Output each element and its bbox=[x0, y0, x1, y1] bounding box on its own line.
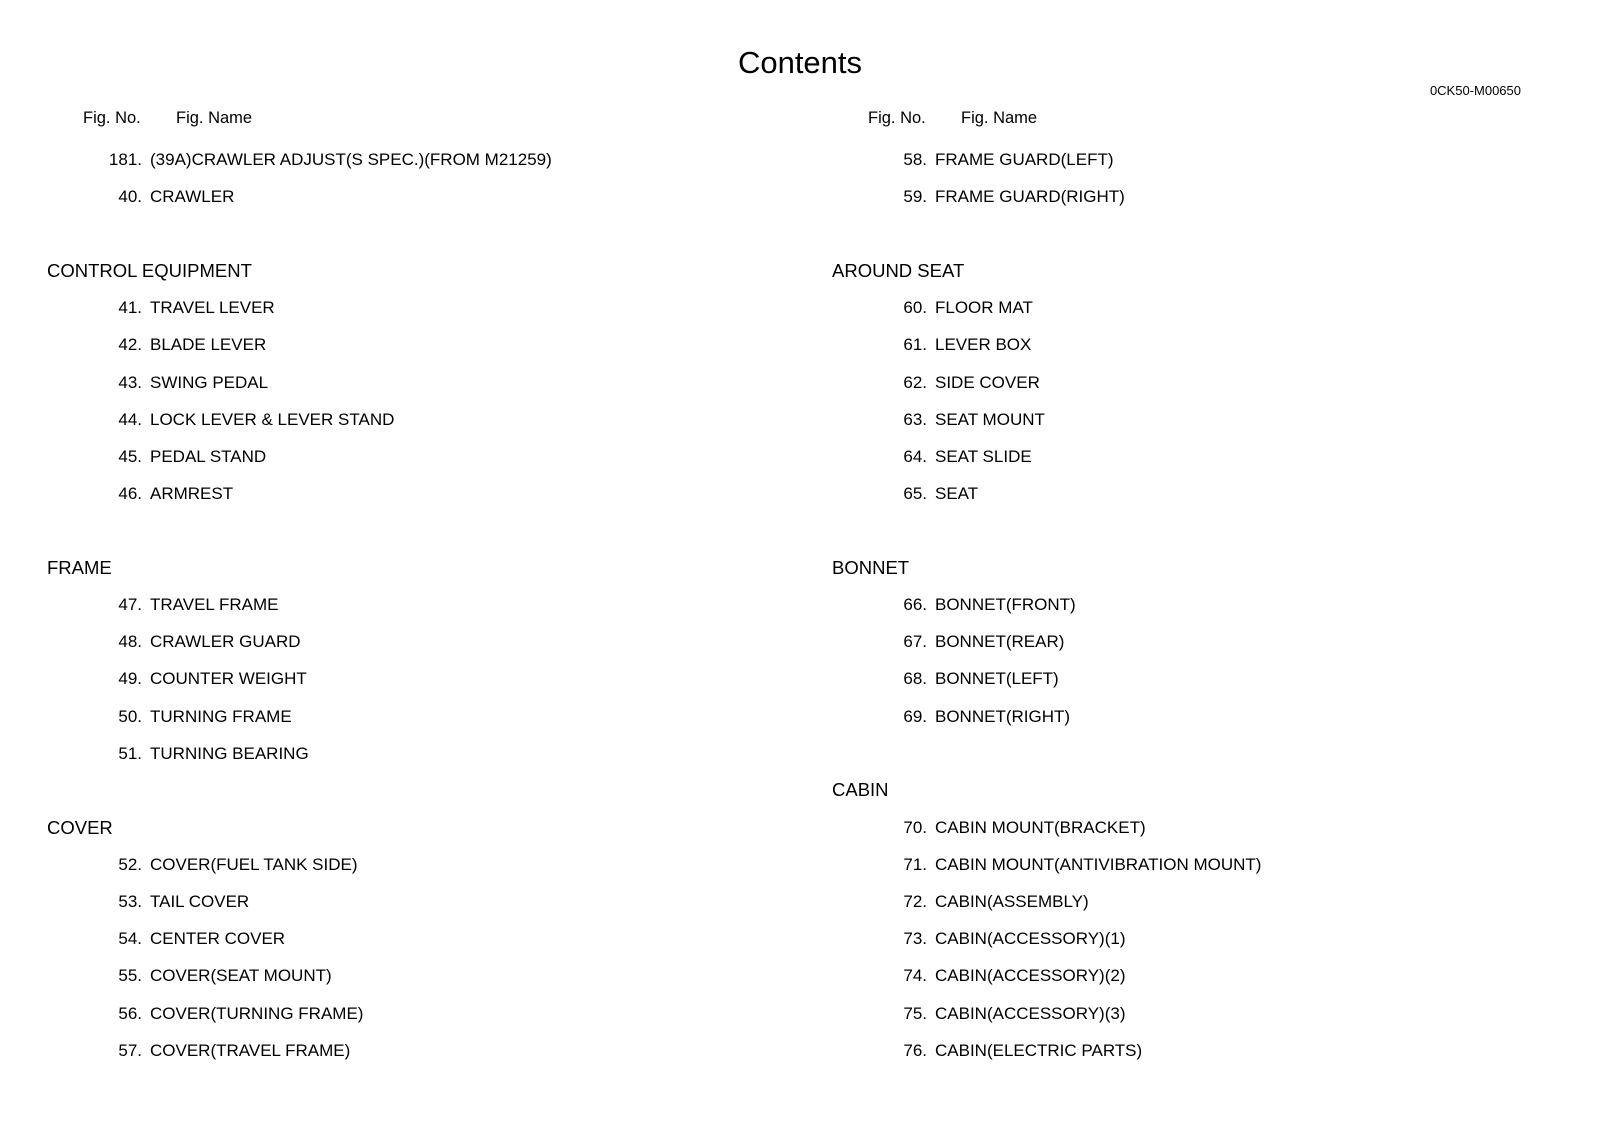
fig-number: 73. bbox=[903, 929, 927, 949]
fig-name: BLADE LEVER bbox=[150, 335, 267, 355]
fig-name: CABIN(ELECTRIC PARTS) bbox=[935, 1040, 1143, 1060]
contents-entry[interactable] bbox=[47, 475, 767, 512]
fig-number: 56. bbox=[118, 1003, 142, 1023]
contents-entry[interactable] bbox=[47, 586, 767, 623]
fig-number: 54. bbox=[118, 929, 142, 949]
fig-name: LOCK LEVER & LEVER STAND bbox=[150, 409, 395, 429]
fig-name: COVER(TRAVEL FRAME) bbox=[150, 1040, 351, 1060]
contents-entry[interactable] bbox=[832, 289, 1552, 326]
fig-name: LEVER BOX bbox=[935, 335, 1032, 355]
fig-name: FLOOR MAT bbox=[935, 298, 1033, 318]
fig-name: TRAVEL FRAME bbox=[150, 595, 279, 615]
fig-name: CABIN MOUNT(BRACKET) bbox=[935, 817, 1146, 837]
fig-name: TAIL COVER bbox=[150, 891, 250, 911]
fig-number: 40. bbox=[118, 187, 142, 207]
contents-entry[interactable] bbox=[832, 957, 1552, 994]
contents-entry[interactable] bbox=[47, 846, 767, 883]
contents-entry[interactable] bbox=[47, 326, 767, 363]
contents-entry[interactable] bbox=[832, 920, 1552, 957]
contents-entry[interactable] bbox=[47, 178, 767, 215]
fig-name: SWING PEDAL bbox=[150, 372, 269, 392]
contents-section bbox=[47, 215, 767, 512]
fig-name: FRAME GUARD(LEFT) bbox=[935, 150, 1114, 169]
fig-number: 69. bbox=[903, 706, 927, 726]
fig-name: SEAT MOUNT bbox=[935, 409, 1045, 429]
fig-number: 43. bbox=[118, 372, 142, 392]
contents-entry[interactable] bbox=[832, 475, 1552, 512]
section-spacer bbox=[47, 512, 767, 549]
fig-name: CRAWLER GUARD bbox=[150, 632, 301, 652]
contents-entry[interactable] bbox=[47, 141, 767, 178]
contents-entry[interactable] bbox=[47, 660, 767, 697]
contents-entry[interactable] bbox=[47, 1032, 767, 1069]
fig-number: 64. bbox=[903, 446, 927, 466]
fig-number: 67. bbox=[903, 632, 927, 652]
fig-number: 65. bbox=[903, 484, 927, 504]
fig-number: 181. bbox=[108, 150, 142, 169]
contents-section bbox=[832, 735, 1552, 1069]
section-title: COVER bbox=[47, 816, 113, 838]
section-title: FRAME bbox=[47, 556, 112, 578]
fig-name: COVER(TURNING FRAME) bbox=[150, 1003, 364, 1023]
contents-entry[interactable] bbox=[832, 809, 1552, 846]
fig-number: 53. bbox=[118, 891, 142, 911]
fig-name: TRAVEL LEVER bbox=[150, 298, 275, 318]
section-list bbox=[832, 141, 1552, 1069]
fig-number: 62. bbox=[903, 372, 927, 392]
fig-name: SIDE COVER bbox=[935, 372, 1040, 392]
contents-entry[interactable] bbox=[47, 957, 767, 994]
contents-entry[interactable] bbox=[832, 995, 1552, 1032]
fig-name: CABIN(ACCESSORY)(1) bbox=[935, 929, 1126, 949]
contents-entry[interactable] bbox=[832, 883, 1552, 920]
header-fig-no: Fig. No. bbox=[83, 109, 141, 127]
fig-number: 61. bbox=[903, 335, 927, 355]
fig-number: 49. bbox=[118, 669, 142, 689]
fig-number: 63. bbox=[903, 409, 927, 429]
contents-section bbox=[832, 141, 1552, 215]
fig-number: 42. bbox=[118, 335, 142, 355]
fig-number: 58. bbox=[903, 150, 927, 169]
contents-entry[interactable] bbox=[47, 698, 767, 735]
section-title: CABIN bbox=[832, 779, 889, 801]
contents-entry[interactable] bbox=[47, 995, 767, 1032]
fig-name: CABIN(ACCESSORY)(3) bbox=[935, 1003, 1126, 1023]
contents-entry[interactable] bbox=[832, 846, 1552, 883]
section-title: BONNET bbox=[832, 556, 910, 578]
section-spacer bbox=[47, 772, 767, 809]
contents-entry[interactable] bbox=[47, 364, 767, 401]
contents-section bbox=[832, 215, 1552, 512]
contents-entry[interactable] bbox=[832, 141, 1552, 178]
contents-entry[interactable] bbox=[47, 920, 767, 957]
contents-column-right bbox=[832, 105, 1552, 1069]
fig-number: 59. bbox=[903, 187, 927, 207]
contents-entry[interactable] bbox=[832, 660, 1552, 697]
contents-entry[interactable] bbox=[832, 1032, 1552, 1069]
contents-entry[interactable] bbox=[47, 623, 767, 660]
section-spacer bbox=[47, 215, 767, 252]
fig-name: COVER(SEAT MOUNT) bbox=[150, 966, 332, 986]
fig-number: 44. bbox=[118, 409, 142, 429]
fig-name: CABIN(ACCESSORY)(2) bbox=[935, 966, 1126, 986]
fig-number: 52. bbox=[118, 854, 142, 874]
column-header bbox=[832, 105, 1552, 141]
fig-name: (39A)CRAWLER ADJUST(S SPEC.)(FROM M21259) bbox=[150, 150, 552, 169]
document-code: 0CK50-M00650 bbox=[1429, 83, 1521, 98]
fig-name: BONNET(LEFT) bbox=[935, 669, 1059, 689]
fig-number: 66. bbox=[903, 595, 927, 615]
fig-name: PEDAL STAND bbox=[150, 446, 267, 466]
fig-number: 71. bbox=[903, 854, 927, 874]
section-list bbox=[47, 141, 767, 1069]
fig-number: 68. bbox=[903, 669, 927, 689]
fig-name: BONNET(RIGHT) bbox=[935, 706, 1071, 726]
fig-name: BONNET(FRONT) bbox=[935, 595, 1076, 615]
fig-number: 46. bbox=[118, 484, 142, 504]
fig-name: ARMREST bbox=[150, 484, 234, 504]
fig-number: 74. bbox=[903, 966, 927, 986]
fig-number: 70. bbox=[903, 817, 927, 837]
fig-name: TURNING FRAME bbox=[150, 706, 292, 726]
fig-number: 47. bbox=[118, 595, 142, 615]
contents-entry[interactable] bbox=[47, 883, 767, 920]
contents-entry[interactable] bbox=[832, 178, 1552, 215]
column-header bbox=[47, 105, 767, 141]
fig-name: SEAT SLIDE bbox=[935, 446, 1032, 466]
header-fig-no: Fig. No. bbox=[868, 109, 926, 127]
contents-entry[interactable] bbox=[832, 326, 1552, 363]
fig-number: 41. bbox=[118, 298, 142, 318]
header-fig-name: Fig. Name bbox=[176, 109, 253, 127]
fig-name: CENTER COVER bbox=[150, 929, 286, 949]
contents-entry[interactable] bbox=[832, 364, 1552, 401]
fig-name: FRAME GUARD(RIGHT) bbox=[935, 187, 1125, 207]
fig-number: 50. bbox=[118, 706, 142, 726]
section-spacer bbox=[832, 215, 1552, 252]
section-title: CONTROL EQUIPMENT bbox=[47, 259, 252, 281]
contents-entry[interactable] bbox=[47, 289, 767, 326]
fig-name: BONNET(REAR) bbox=[935, 632, 1065, 652]
contents-entry[interactable] bbox=[832, 698, 1552, 735]
section-spacer bbox=[832, 512, 1552, 549]
fig-name: COUNTER WEIGHT bbox=[150, 669, 307, 689]
fig-number: 76. bbox=[903, 1040, 927, 1060]
contents-section bbox=[832, 512, 1552, 735]
fig-name: TURNING BEARING bbox=[150, 743, 309, 763]
contents-entry[interactable] bbox=[832, 401, 1552, 438]
header-fig-name: Fig. Name bbox=[961, 109, 1038, 127]
fig-number: 60. bbox=[903, 298, 927, 318]
contents-entry[interactable] bbox=[47, 438, 767, 475]
fig-number: 48. bbox=[118, 632, 142, 652]
fig-name: CABIN MOUNT(ANTIVIBRATION MOUNT) bbox=[935, 854, 1262, 874]
contents-entry[interactable] bbox=[832, 438, 1552, 475]
fig-number: 72. bbox=[903, 891, 927, 911]
fig-name: SEAT bbox=[935, 484, 979, 504]
contents-entry[interactable] bbox=[832, 623, 1552, 660]
contents-entry[interactable] bbox=[47, 401, 767, 438]
fig-number: 51. bbox=[118, 743, 142, 763]
fig-name: CRAWLER bbox=[150, 187, 235, 207]
fig-number: 75. bbox=[903, 1003, 927, 1023]
contents-section bbox=[47, 772, 767, 1069]
contents-entry[interactable] bbox=[832, 586, 1552, 623]
section-title: AROUND SEAT bbox=[832, 259, 965, 281]
fig-name: CABIN(ASSEMBLY) bbox=[935, 891, 1089, 911]
section-spacer bbox=[832, 735, 1552, 772]
contents-entry[interactable] bbox=[47, 735, 767, 772]
fig-number: 57. bbox=[118, 1040, 142, 1060]
fig-number: 45. bbox=[118, 446, 142, 466]
contents-section bbox=[47, 141, 767, 215]
contents-column-left bbox=[47, 105, 767, 1069]
fig-number: 55. bbox=[118, 966, 142, 986]
contents-section bbox=[47, 512, 767, 772]
page-title: Contents bbox=[737, 45, 863, 80]
fig-name: COVER(FUEL TANK SIDE) bbox=[150, 854, 358, 874]
